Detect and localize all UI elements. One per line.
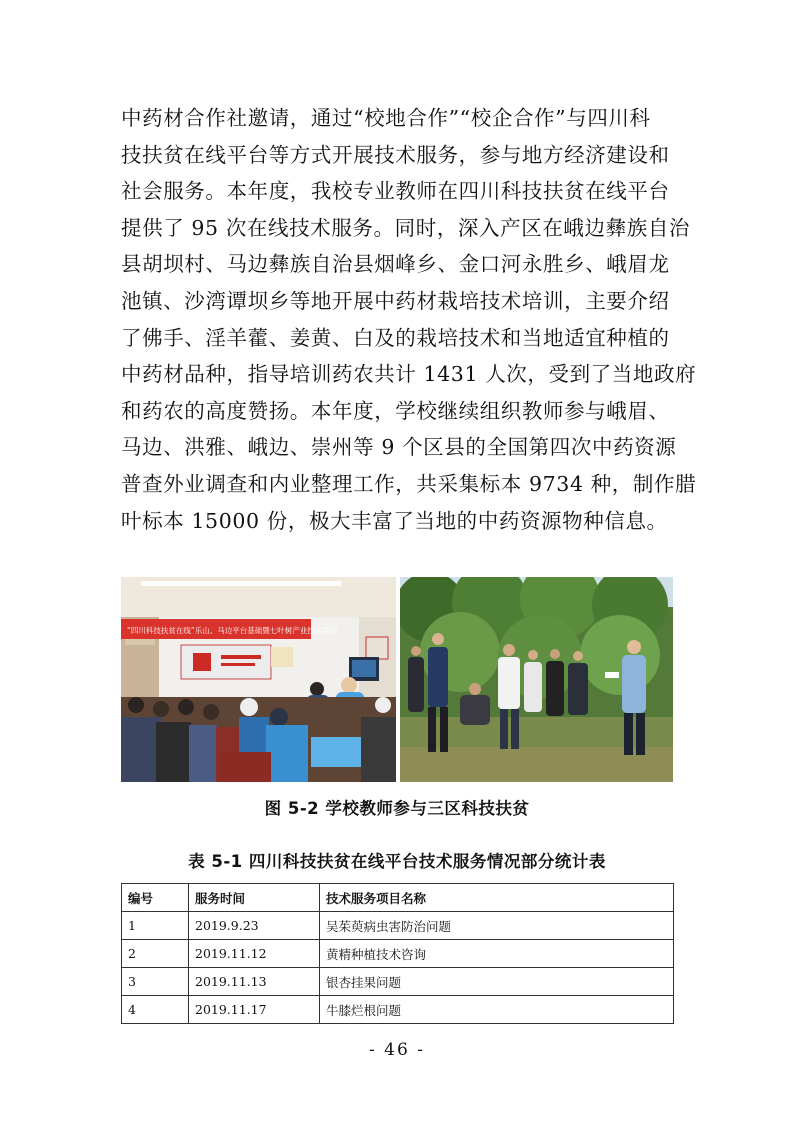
cell-project-name: 黄精种植技术咨询: [320, 940, 674, 968]
body-line: 叶标本 15000 份，极大丰富了当地的中药资源物种信息。: [121, 508, 668, 533]
body-line: 中药材品种，指导培训药农共计 1431 人次，受到了当地政府: [121, 362, 697, 387]
cell-number: 2: [122, 940, 189, 968]
cell-service-time: 2019.11.12: [189, 940, 320, 968]
field-guidance-photo: [400, 577, 673, 782]
page-number: - 46 -: [369, 1040, 425, 1060]
body-line: 了佛手、淫羊藿、姜黄、白及的栽培技术和当地适宜种植的: [121, 325, 670, 350]
field-guidance-illustration: [400, 577, 673, 782]
table-row: [122, 996, 674, 1024]
header-project-name: 技术服务项目名称: [320, 884, 674, 912]
cell-number: 3: [122, 968, 189, 996]
table-header-row: [122, 884, 674, 912]
body-line: 县胡坝村、马边彝族自治县烟峰乡、金口河永胜乡、峨眉龙: [121, 252, 670, 277]
body-line: 技扶贫在线平台等方式开展技术服务，参与地方经济建设和: [121, 142, 670, 167]
body-line: 马边、洪雅、峨边、崇州等 9 个区县的全国第四次中药资源: [121, 435, 677, 460]
training-session-illustration: [121, 577, 396, 782]
table-row: [122, 912, 674, 940]
banner-text: “四川科技扶贫在线”乐山、马边平台基础暨七叶树产业技术培训: [127, 626, 338, 635]
body-line: 和药农的高度赞扬。本年度，学校继续组织教师参与峨眉、: [121, 398, 670, 423]
body-line: 社会服务。本年度，我校专业教师在四川科技扶贫在线平台: [121, 179, 670, 204]
cell-number: 4: [122, 996, 189, 1024]
header-service-time: 服务时间: [189, 884, 320, 912]
figure-caption: 图 5-2 学校教师参与三区科技扶贫: [264, 799, 530, 818]
table-row: [122, 968, 674, 996]
body-line: 普查外业调查和内业整理工作，共采集标本 9734 种，制作腊: [121, 471, 697, 496]
header-number: 编号: [122, 884, 189, 912]
cell-project-name: 吴茱萸病虫害防治问题: [320, 912, 674, 940]
body-line: 提供了 95 次在线技术服务。同时，深入产区在峨边彝族自治: [121, 215, 691, 240]
table-row: [122, 940, 674, 968]
cell-number: 1: [122, 912, 189, 940]
cell-project-name: 银杏挂果问题: [320, 968, 674, 996]
cell-service-time: 2019.9.23: [189, 912, 320, 940]
cell-service-time: 2019.11.13: [189, 968, 320, 996]
cell-project-name: 牛膝烂根问题: [320, 996, 674, 1024]
training-session-photo: [121, 577, 396, 782]
cell-service-time: 2019.11.17: [189, 996, 320, 1024]
table-caption: 表 5-1 四川科技扶贫在线平台技术服务情况部分统计表: [188, 852, 606, 871]
body-paragraph: [121, 100, 697, 539]
body-line: 池镇、沙湾谭坝乡等地开展中药材栽培技术培训，主要介绍: [121, 288, 670, 313]
service-statistics-table: [121, 883, 674, 1024]
body-line: 中药材合作社邀请，通过“校地合作”“校企合作”与四川科: [121, 106, 651, 130]
